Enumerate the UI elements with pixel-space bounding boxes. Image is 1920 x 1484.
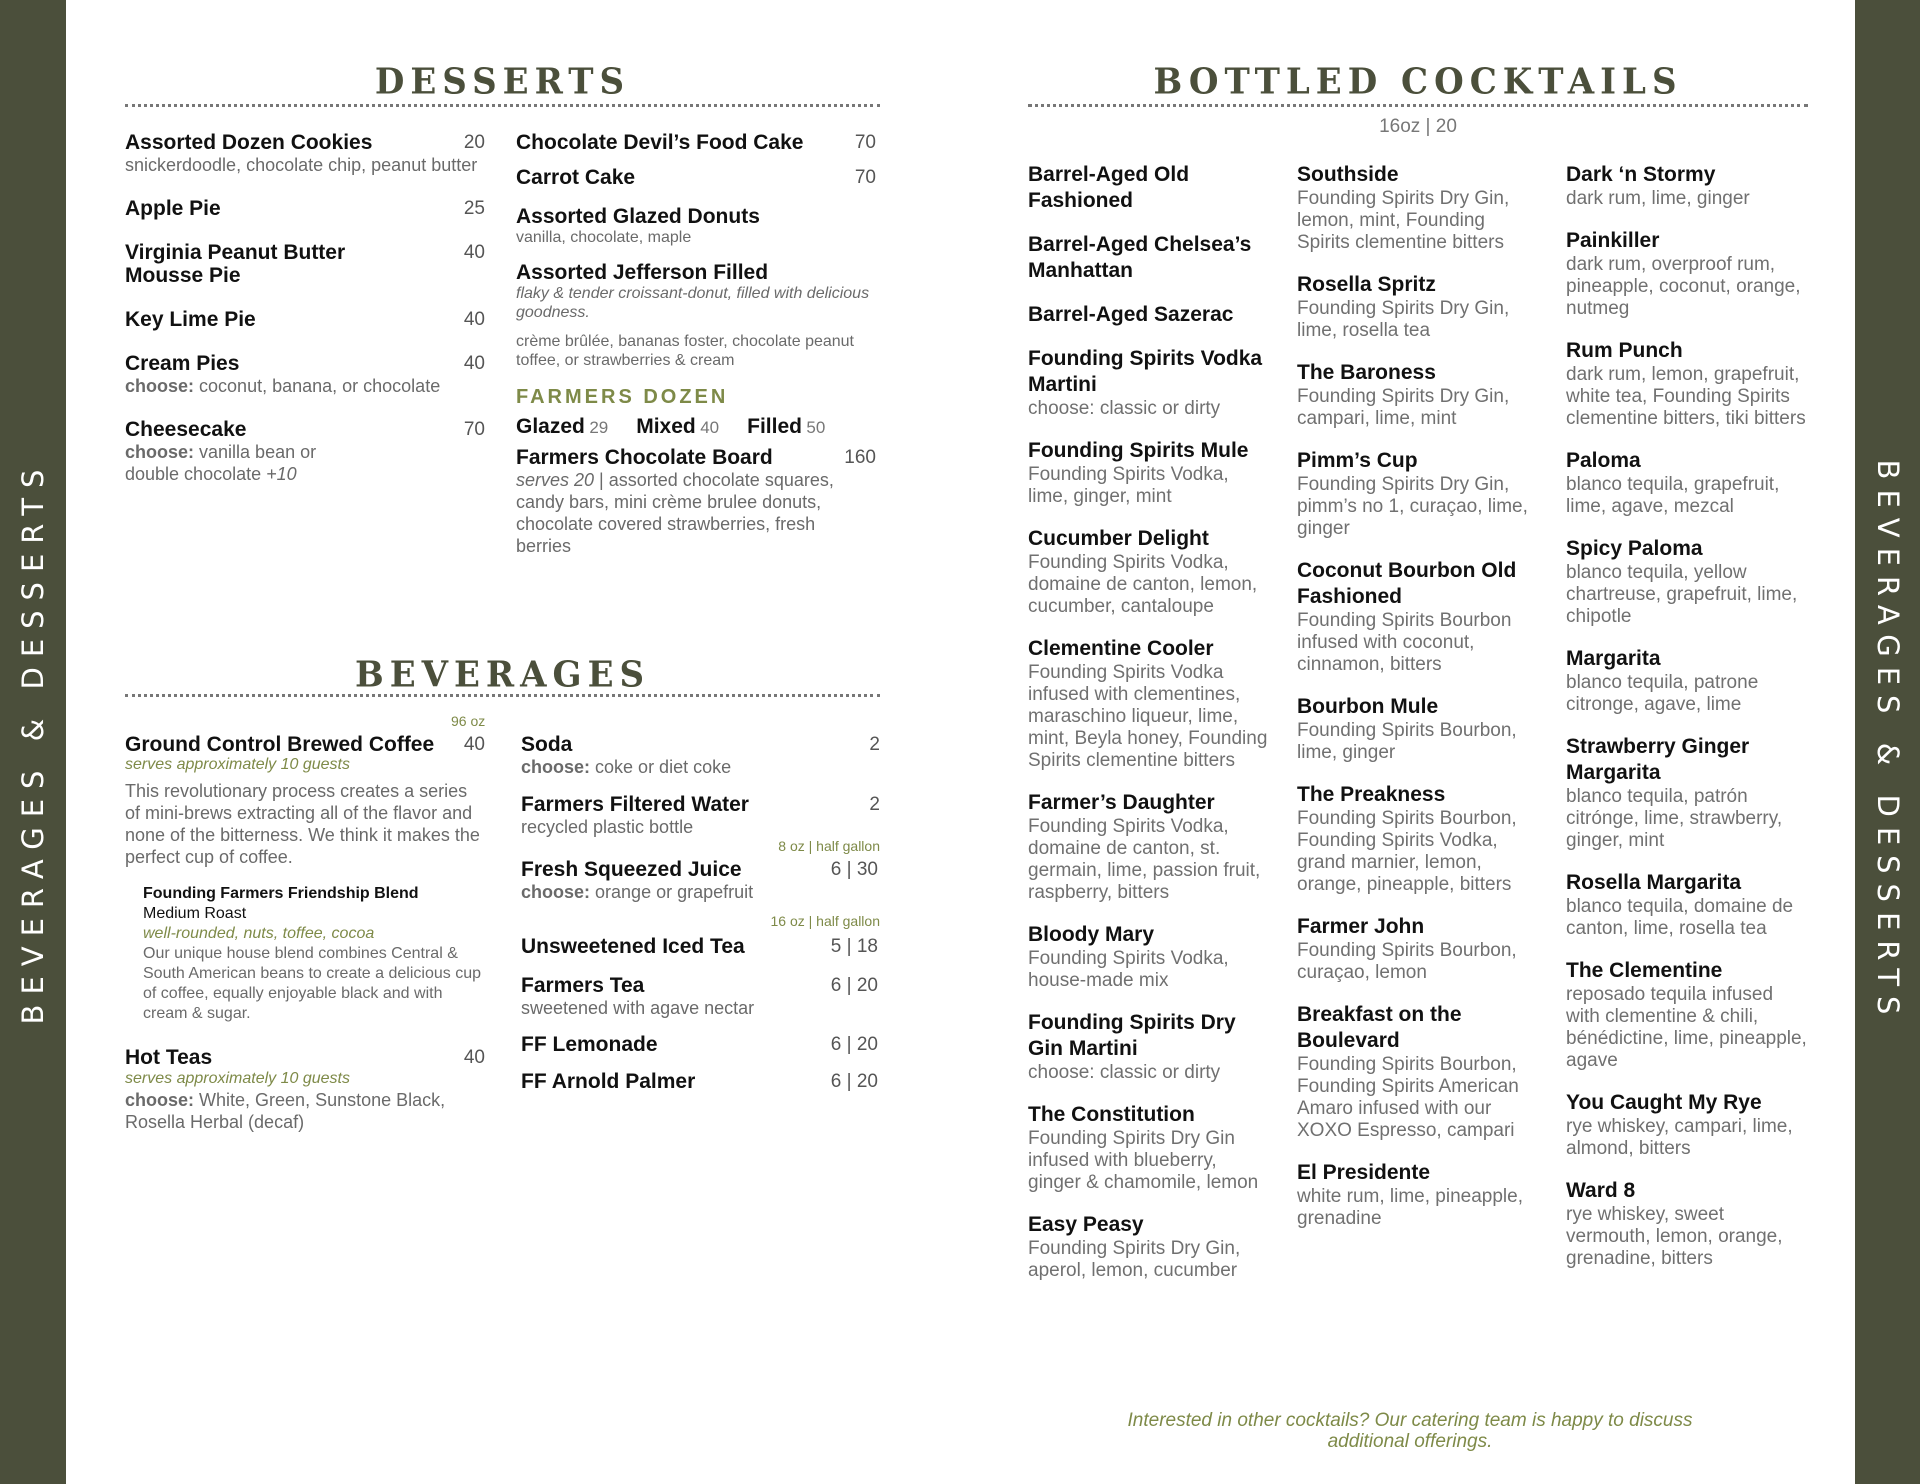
cocktail-desc: Founding Spirits Dry Gin, campari, lime, mint bbox=[1297, 386, 1510, 429]
cocktail-name: Clementine Cooler bbox=[1028, 637, 1214, 660]
cocktail-desc: Founding Spirits Bourbon, Founding Spirits American Amaro infused with our XOXO Espresso, campari bbox=[1297, 1054, 1519, 1141]
item-name: Farmers Tea bbox=[521, 974, 645, 997]
option-label: Glazed bbox=[516, 415, 585, 438]
cocktails-column-3 bbox=[1566, 162, 1811, 1288]
cocktail-desc: choose: classic or dirty bbox=[1028, 398, 1221, 419]
cocktail-item bbox=[1566, 734, 1811, 852]
cocktail-item bbox=[1566, 162, 1811, 210]
item-price: 5 | 18 bbox=[830, 936, 878, 957]
cocktail-desc: Founding Spirits Dry Gin infused with blueberry, ginger & chamomile, lemon bbox=[1028, 1128, 1259, 1193]
cocktail-desc: dark rum, overproof rum, pineapple, coconut, orange, nutmeg bbox=[1566, 254, 1801, 319]
cocktail-name: Breakfast on the Boulevard bbox=[1297, 1003, 1462, 1052]
item-price: 40 bbox=[463, 734, 485, 755]
desserts-left-column bbox=[125, 131, 485, 506]
cocktails-footer: Interested in other cocktails? Our catering team is happy to discuss additional offerings. bbox=[1127, 1410, 1693, 1452]
cocktail-desc: reposado tequila infused with clementine & chili, bénédictine, lime, pineapple, agave bbox=[1566, 984, 1807, 1071]
farmers-dozen-title: FARMERS DOZEN bbox=[516, 386, 729, 408]
item-desc: vanilla bean or double chocolate bbox=[125, 442, 317, 484]
dessert-item bbox=[125, 131, 485, 176]
farmers-dozen-options bbox=[516, 415, 876, 438]
item-desc: orange or grapefruit bbox=[595, 882, 754, 902]
cocktail-item bbox=[1566, 1090, 1811, 1160]
cocktail-desc: Founding Spirits Vodka infused with clementines, maraschino liqueur, lime, mint, Beyla honey, Founding Spirits clementine bitters bbox=[1028, 662, 1268, 771]
farmers-dozen-option bbox=[636, 415, 719, 438]
cocktail-name: Pimm’s Cup bbox=[1297, 449, 1418, 472]
item-name: Soda bbox=[521, 733, 573, 756]
juice-size-note: 8 oz | half gallon bbox=[778, 838, 880, 854]
cocktail-desc: choose: classic or dirty bbox=[1028, 1062, 1221, 1083]
beverage-item bbox=[521, 974, 880, 1019]
cocktail-desc: rye whiskey, campari, lime, almond, bitters bbox=[1566, 1116, 1793, 1159]
cocktail-item bbox=[1566, 448, 1811, 518]
item-name: Chocolate Devil’s Food Cake bbox=[516, 131, 804, 154]
option-price: 29 bbox=[589, 418, 609, 437]
cocktail-name: The Preakness bbox=[1297, 783, 1446, 806]
desserts-title: DESSERTS bbox=[374, 61, 631, 103]
cocktail-desc: blanco tequila, patrón citrónge, lime, strawberry, ginger, mint bbox=[1566, 786, 1783, 851]
cocktail-desc: Founding Spirits Vodka, lime, ginger, mint bbox=[1028, 464, 1229, 507]
tea-size-note: 16 oz | half gallon bbox=[770, 913, 880, 929]
desserts-right-column bbox=[516, 131, 876, 578]
cocktail-item bbox=[1566, 536, 1811, 628]
cocktail-item bbox=[1297, 558, 1542, 676]
option-label: Filled bbox=[747, 415, 802, 438]
item-serves: serves approximately 10 guests bbox=[125, 1070, 350, 1087]
cocktails-column-1 bbox=[1028, 162, 1270, 1300]
dessert-item bbox=[516, 261, 876, 370]
item-desc: coke or diet coke bbox=[595, 757, 732, 777]
cocktail-name: Farmer’s Daughter bbox=[1028, 791, 1215, 814]
cocktail-item bbox=[1028, 526, 1270, 618]
cocktail-name: Barrel-Aged Old Fashioned bbox=[1028, 163, 1190, 212]
item-desc: sweetened with agave nectar bbox=[521, 998, 755, 1018]
cocktail-item bbox=[1028, 636, 1270, 772]
item-name: FF Arnold Palmer bbox=[521, 1070, 696, 1093]
item-price: 40 bbox=[463, 242, 485, 263]
item-price: 70 bbox=[854, 132, 876, 153]
cocktail-name: Painkiller bbox=[1566, 229, 1660, 252]
farmers-dozen-option bbox=[516, 415, 608, 438]
cocktail-desc: Founding Spirits Vodka, house-made mix bbox=[1028, 948, 1229, 991]
cocktail-desc: dark rum, lemon, grapefruit, white tea, Founding Spirits clementine bitters, tiki bitters bbox=[1566, 364, 1806, 429]
cocktail-name: Easy Peasy bbox=[1028, 1213, 1144, 1236]
item-price: 70 bbox=[854, 167, 876, 188]
item-desc: vanilla, chocolate, maple bbox=[516, 229, 692, 246]
choose-label: choose: bbox=[125, 442, 195, 462]
item-desc: This revolutionary process creates a series of mini-brews extracting all of the flavor and none of the bitterness. We think it makes the perfect cup of coffee. bbox=[125, 781, 480, 867]
cocktail-desc: Founding Spirits Bourbon, Founding Spirits Vodka, grand marnier, lemon, orange, pineapple, bitters bbox=[1297, 808, 1517, 895]
cocktails-title: BOTTLED COCKTAILS bbox=[1153, 61, 1683, 103]
item-price: 6 | 20 bbox=[830, 1071, 878, 1092]
item-tagline: flaky & tender croissant-donut, filled with delicious goodness. bbox=[516, 285, 870, 321]
item-name: Apple Pie bbox=[125, 197, 221, 220]
cocktail-item bbox=[1028, 922, 1270, 992]
cocktail-name: Strawberry Ginger Margarita bbox=[1566, 735, 1750, 784]
dessert-item bbox=[125, 308, 485, 331]
side-label-left: BEVERAGES & DESSERTS bbox=[16, 459, 50, 1025]
cocktail-name: The Clementine bbox=[1566, 959, 1723, 982]
choose-label: choose: bbox=[521, 882, 591, 902]
item-name: Assorted Jefferson Filled bbox=[516, 261, 769, 284]
cocktail-item bbox=[1028, 438, 1270, 508]
cocktail-name: Barrel-Aged Sazerac bbox=[1028, 303, 1234, 326]
item-upcharge: +10 bbox=[266, 464, 297, 484]
item-name: FF Lemonade bbox=[521, 1033, 658, 1056]
item-name: Hot Teas bbox=[125, 1046, 213, 1069]
cocktail-name: Founding Spirits Vodka Martini bbox=[1028, 347, 1263, 396]
item-name: Assorted Glazed Donuts bbox=[516, 205, 760, 228]
item-name: Ground Control Brewed Coffee bbox=[125, 733, 435, 756]
cocktail-item bbox=[1566, 646, 1811, 716]
cocktail-item bbox=[1297, 1160, 1542, 1230]
cocktail-desc: Founding Spirits Dry Gin, lemon, mint, Founding Spirits clementine bitters bbox=[1297, 188, 1510, 253]
cocktail-name: Founding Spirits Dry Gin Martini bbox=[1028, 1011, 1236, 1060]
item-name: Cream Pies bbox=[125, 352, 240, 375]
item-price: 25 bbox=[463, 198, 485, 219]
item-name: Cheesecake bbox=[125, 418, 247, 441]
item-name: Farmers Filtered Water bbox=[521, 793, 749, 816]
beverage-item bbox=[521, 1033, 880, 1056]
cocktail-name: Bloody Mary bbox=[1028, 923, 1155, 946]
cocktail-item bbox=[1028, 1212, 1270, 1282]
blend-desc: Our unique house blend combines Central & South American beans to create a delicious cup of coffee, equally enjoyable black and with cream & sugar. bbox=[143, 945, 481, 1022]
dessert-item bbox=[125, 352, 485, 397]
beverage-item bbox=[521, 733, 880, 778]
item-price: 6 | 30 bbox=[830, 859, 878, 880]
option-price: 40 bbox=[700, 418, 720, 437]
cocktail-item bbox=[1297, 694, 1542, 764]
dessert-item bbox=[516, 446, 876, 557]
item-price: 70 bbox=[463, 419, 485, 440]
cocktail-name: Dark ‘n Stormy bbox=[1566, 163, 1716, 186]
item-price: 6 | 20 bbox=[830, 1034, 878, 1055]
cocktail-name: Founding Spirits Mule bbox=[1028, 439, 1249, 462]
cocktail-name: Bourbon Mule bbox=[1297, 695, 1439, 718]
side-label-right: BEVERAGES & DESSERTS bbox=[1870, 459, 1905, 1025]
cocktail-name: El Presidente bbox=[1297, 1161, 1431, 1184]
cocktail-desc: rye whiskey, sweet vermouth, lemon, orange, grenadine, bitters bbox=[1566, 1204, 1783, 1269]
cocktail-desc: Founding Spirits Bourbon, lime, ginger bbox=[1297, 720, 1517, 763]
dessert-item bbox=[125, 241, 485, 287]
cocktail-name: Margarita bbox=[1566, 647, 1661, 670]
desserts-divider bbox=[125, 104, 880, 107]
item-price: 40 bbox=[463, 1047, 485, 1068]
item-name: Carrot Cake bbox=[516, 166, 636, 189]
item-name: Virginia Peanut Butter Mousse Pie bbox=[125, 241, 346, 287]
cocktail-name: Spicy Paloma bbox=[1566, 537, 1703, 560]
beverage-item bbox=[521, 793, 880, 838]
cocktail-item bbox=[1028, 346, 1270, 420]
cocktail-desc: Founding Spirits Dry Gin, lime, rosella tea bbox=[1297, 298, 1510, 341]
cocktail-name: Farmer John bbox=[1297, 915, 1425, 938]
item-price: 2 bbox=[869, 734, 880, 755]
option-label: Mixed bbox=[636, 415, 696, 438]
side-band-right bbox=[1855, 0, 1920, 1484]
item-name: Unsweetened Iced Tea bbox=[521, 935, 745, 958]
item-serves: serves approximately 10 guests bbox=[125, 756, 350, 773]
blend-notes: well-rounded, nuts, toffee, cocoa bbox=[143, 925, 375, 942]
cocktail-name: Southside bbox=[1297, 163, 1399, 186]
item-price: 6 | 20 bbox=[830, 975, 878, 996]
cocktail-item bbox=[1297, 1002, 1542, 1142]
cocktails-divider bbox=[1028, 104, 1808, 107]
cocktail-item bbox=[1566, 958, 1811, 1072]
choose-label: choose: bbox=[521, 757, 591, 777]
farmers-dozen-option bbox=[747, 415, 825, 438]
blend-name: Founding Farmers Friendship Blend bbox=[143, 885, 419, 902]
cocktail-name: Barrel-Aged Chelsea’s Manhattan bbox=[1028, 233, 1252, 282]
dessert-item bbox=[125, 418, 485, 485]
cocktail-item bbox=[1028, 1010, 1270, 1084]
cocktail-item bbox=[1297, 272, 1542, 342]
cocktail-item bbox=[1297, 782, 1542, 896]
cocktails-subtitle: 16oz | 20 bbox=[1379, 116, 1457, 137]
item-name: Fresh Squeezed Juice bbox=[521, 858, 742, 881]
cocktail-desc: Founding Spirits Dry Gin, aperol, lemon, cucumber bbox=[1028, 1238, 1241, 1281]
cocktail-item bbox=[1028, 302, 1270, 328]
choose-label: choose: bbox=[125, 376, 195, 396]
beverage-item bbox=[521, 858, 880, 903]
cocktail-name: Rum Punch bbox=[1566, 339, 1683, 362]
item-price: 20 bbox=[463, 132, 485, 153]
cocktail-item bbox=[1028, 790, 1270, 904]
cocktail-item bbox=[1297, 360, 1542, 430]
item-desc: snickerdoodle, chocolate chip, peanut butter bbox=[125, 155, 478, 175]
item-serves: serves 20 bbox=[516, 470, 595, 490]
cocktail-name: Ward 8 bbox=[1566, 1179, 1636, 1202]
beverage-item bbox=[125, 733, 485, 868]
beverage-item bbox=[125, 1046, 485, 1133]
beverages-title: BEVERAGES bbox=[354, 654, 651, 696]
beverage-item bbox=[521, 1070, 880, 1093]
cocktails-column-2 bbox=[1297, 162, 1542, 1248]
item-price: 40 bbox=[463, 309, 485, 330]
item-name: Key Lime Pie bbox=[125, 308, 256, 331]
item-desc: recycled plastic bottle bbox=[521, 817, 694, 837]
cocktail-item bbox=[1566, 338, 1811, 430]
cocktail-desc: blanco tequila, yellow chartreuse, grapefruit, lime, chipotle bbox=[1566, 562, 1798, 627]
item-name: Farmers Chocolate Board bbox=[516, 446, 773, 469]
cocktail-desc: Founding Spirits Bourbon infused with coconut, cinnamon, bitters bbox=[1297, 610, 1512, 675]
cocktail-desc: blanco tequila, grapefruit, lime, agave, mezcal bbox=[1566, 474, 1780, 517]
item-desc: crème brûlée, bananas foster, chocolate peanut toffee, or strawberries & cream bbox=[516, 333, 854, 369]
cocktail-name: Cucumber Delight bbox=[1028, 527, 1209, 550]
option-price: 50 bbox=[806, 418, 826, 437]
cocktail-item bbox=[1028, 162, 1270, 214]
side-band-left bbox=[0, 0, 66, 1484]
cocktail-desc: Founding Spirits Vodka, domaine de canton, lemon, cucumber, cantaloupe bbox=[1028, 552, 1258, 617]
cocktail-item bbox=[1297, 162, 1542, 254]
blend-info bbox=[143, 884, 488, 1024]
dessert-item bbox=[516, 205, 876, 247]
cocktail-item bbox=[1028, 232, 1270, 284]
dessert-item bbox=[125, 197, 485, 220]
beverages-divider bbox=[125, 694, 880, 697]
cocktail-name: Paloma bbox=[1566, 449, 1641, 472]
beverages-right-column bbox=[521, 733, 880, 1114]
cocktail-name: Rosella Spritz bbox=[1297, 273, 1436, 296]
cocktail-name: The Constitution bbox=[1028, 1103, 1195, 1126]
item-price: 160 bbox=[844, 447, 876, 468]
cocktail-desc: blanco tequila, patrone citronge, agave, lime bbox=[1566, 672, 1759, 715]
cocktail-name: Rosella Margarita bbox=[1566, 871, 1742, 894]
cocktail-desc: white rum, lime, pineapple, grenadine bbox=[1297, 1186, 1523, 1229]
beverage-item bbox=[521, 935, 880, 958]
cocktail-item bbox=[1297, 448, 1542, 540]
blend-roast: Medium Roast bbox=[143, 905, 247, 922]
cocktail-name: Coconut Bourbon Old Fashioned bbox=[1297, 559, 1517, 608]
item-desc: coconut, banana, or chocolate bbox=[199, 376, 441, 396]
coffee-size-note: 96 oz bbox=[451, 713, 486, 729]
cocktail-desc: blanco tequila, domaine de canton, lime, rosella tea bbox=[1566, 896, 1794, 939]
cocktail-desc: Founding Spirits Bourbon, curaçao, lemon bbox=[1297, 940, 1517, 983]
cocktail-item bbox=[1297, 914, 1542, 984]
choose-label: choose: bbox=[125, 1090, 195, 1110]
item-desc: | assorted chocolate squares, candy bars, mini crème brulee donuts, chocolate covered strawberries, fresh berries bbox=[516, 470, 834, 556]
dessert-item bbox=[516, 131, 876, 154]
item-price: 40 bbox=[463, 353, 485, 374]
item-desc: White, Green, Sunstone Black, Rosella Herbal (decaf) bbox=[125, 1090, 446, 1132]
cocktail-item bbox=[1028, 1102, 1270, 1194]
cocktail-item bbox=[1566, 228, 1811, 320]
beverages-left-column bbox=[125, 733, 485, 1154]
item-price: 2 bbox=[869, 794, 880, 815]
cocktail-desc: Founding Spirits Vodka, domaine de canton, st. germain, lime, passion fruit, raspberry, bitters bbox=[1028, 816, 1261, 903]
cocktail-desc: Founding Spirits Dry Gin, pimm’s no 1, curaçao, lime, ginger bbox=[1297, 474, 1528, 539]
cocktail-name: The Baroness bbox=[1297, 361, 1436, 384]
item-name: Assorted Dozen Cookies bbox=[125, 131, 373, 154]
dessert-item bbox=[516, 166, 876, 189]
cocktail-item bbox=[1566, 870, 1811, 940]
cocktail-name: You Caught My Rye bbox=[1566, 1091, 1762, 1114]
cocktail-item bbox=[1566, 1178, 1811, 1270]
cocktail-desc: dark rum, lime, ginger bbox=[1566, 188, 1750, 209]
